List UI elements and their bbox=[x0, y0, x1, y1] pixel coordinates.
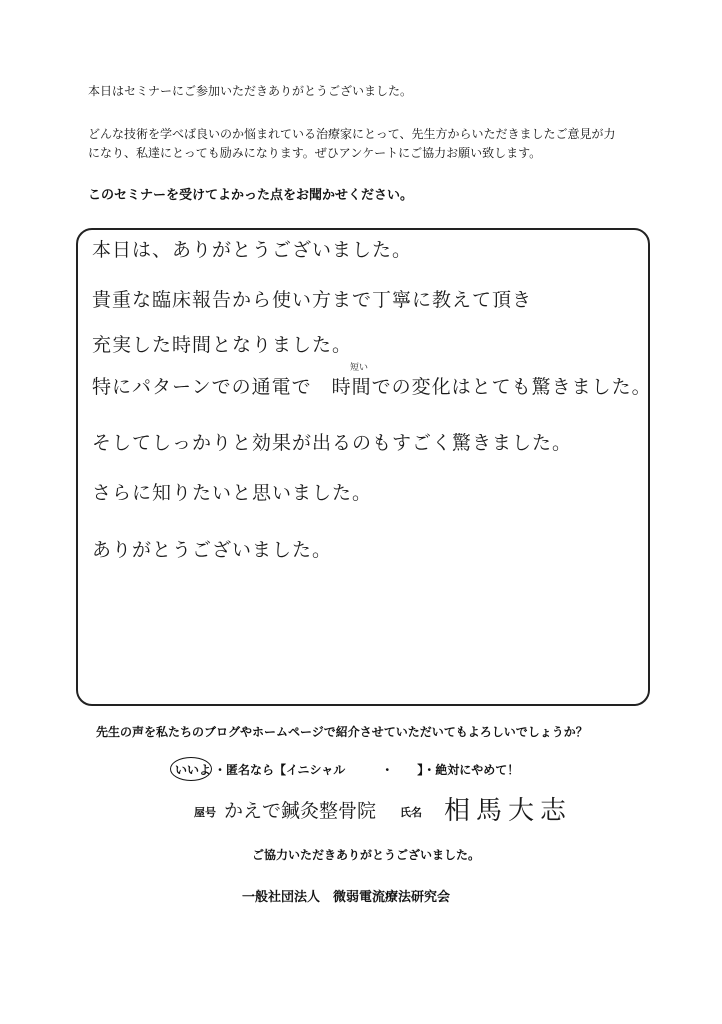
clinic-value: かえで鍼灸整骨院 bbox=[224, 800, 377, 822]
answer-line-6: さらに知りたいと思いました。 bbox=[92, 482, 373, 504]
name-label: 氏名 bbox=[400, 806, 422, 819]
consent-option-rest: ・匿名なら【イニシャル ・ 】・絶対にやめて！ bbox=[214, 763, 520, 777]
consent-option-yes: いいよ bbox=[175, 763, 212, 777]
answer-line-1: 本日は、ありがとうございました。 bbox=[92, 239, 413, 261]
answer-line-3: 充実した時間となりました。 bbox=[92, 334, 353, 356]
answer-line-4: 特にパターンでの通電で 時間での変化はとても驚きました。 bbox=[92, 376, 652, 398]
answer-line-2: 貴重な臨床報告から使い方まで丁寧に教えて頂き bbox=[92, 289, 533, 311]
answer-line-7: ありがとうございました。 bbox=[92, 539, 333, 561]
consent-question: 先生の声を私たちのブログやホームページで紹介させていただいてもよろしいでしょうか？ bbox=[96, 725, 588, 739]
intro-line-1: 本日はセミナーにご参加いただきありがとうございました。 bbox=[88, 84, 413, 98]
answer-insertion: 短い bbox=[350, 363, 369, 373]
answer-line-5: そしてしっかりと効果が出るのもすごく驚きました。 bbox=[92, 432, 573, 454]
question-heading: このセミナーを受けてよかった点をお聞かせください。 bbox=[88, 188, 414, 203]
closing-message: ご協力いただきありがとうございました。 bbox=[252, 848, 481, 862]
clinic-label: 屋号 bbox=[194, 806, 216, 819]
intro-line-3: になり、私達にとっても励みになります。ぜひアンケートにご協力お願い致します。 bbox=[88, 146, 542, 160]
name-value: 相馬大志 bbox=[444, 796, 573, 826]
organization-name: 一般社団法人 微弱電流療法研究会 bbox=[242, 890, 451, 905]
intro-line-2: どんな技術を学べば良いのか悩まれている治療家にとって、先生方からいただきましたご意見が力 bbox=[88, 127, 616, 141]
